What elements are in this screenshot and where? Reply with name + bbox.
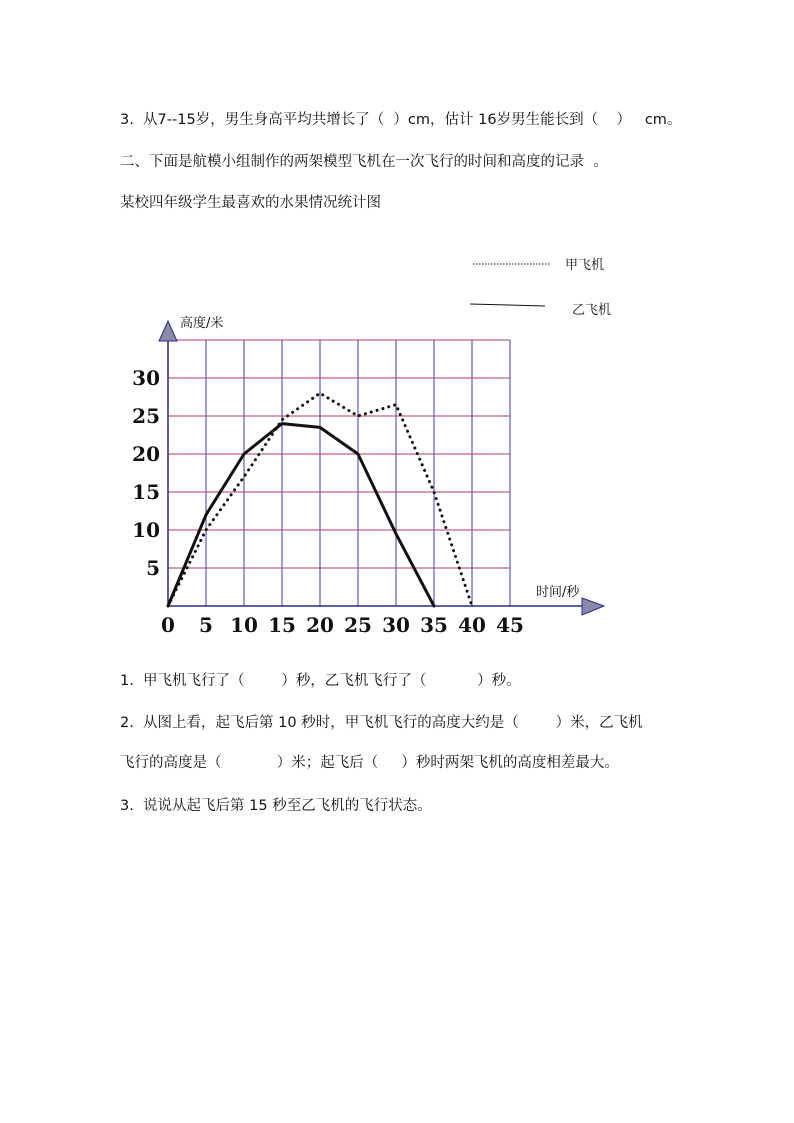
data-point-yi <box>433 605 434 606</box>
data-point-jia <box>319 393 320 394</box>
x-tick-label: 20 <box>306 613 334 637</box>
x-tick-label: 5 <box>199 613 213 637</box>
data-point-yi <box>281 423 282 424</box>
flight-line-chart <box>0 230 794 650</box>
data-point-jia <box>471 605 472 606</box>
data-point-jia <box>357 415 358 416</box>
question-2-continued: 飞行的高度是（ ）米；起飞后（ ）秒时两架飞机的高度相差最大。 <box>120 755 619 771</box>
question-2-height-at-10s: 2. 从图上看，起飞后第 10 秒时，甲飞机飞行的高度大约是（ ）米，乙飞机 <box>120 715 643 731</box>
chart-tick-labels <box>132 366 524 637</box>
y-axis-label: 高度/米 <box>180 316 224 331</box>
data-point-jia <box>433 491 434 492</box>
y-tick-label: 15 <box>132 480 160 504</box>
x-tick-label: 30 <box>382 613 410 637</box>
x-axis-arrow-icon <box>582 598 604 615</box>
data-point-yi <box>395 533 396 534</box>
x-tick-label: 40 <box>458 613 486 637</box>
y-tick-label: 25 <box>132 404 160 428</box>
x-tick-label: 10 <box>230 613 258 637</box>
legend-label-jia: 甲飞机 <box>565 258 605 273</box>
section-2-heading: 二、下面是航模小组制作的两架模型飞机在一次飞行的时间和高度的记录 。 <box>120 154 608 170</box>
y-axis-arrow-icon <box>159 321 177 341</box>
legend-swatch-yi <box>470 304 545 306</box>
y-tick-label: 30 <box>132 366 160 390</box>
data-point-jia <box>205 529 206 530</box>
x-axis-label: 时间/秒 <box>536 585 580 600</box>
data-point-yi <box>205 514 206 515</box>
data-point-jia <box>395 404 396 405</box>
y-tick-label: 5 <box>146 556 160 580</box>
question-3-height-growth: 3. 从7--15岁，男生身高平均共增长了（ ）cm，估计 16岁男生能长到（ ） cm。 <box>120 112 682 128</box>
series-line-yi <box>168 424 434 606</box>
chart-axes <box>159 315 604 615</box>
y-tick-label: 20 <box>132 442 160 466</box>
data-point-yi <box>243 453 244 454</box>
x-tick-label: 45 <box>496 613 524 637</box>
data-point-yi <box>357 453 358 454</box>
data-point-yi <box>319 427 320 428</box>
legend-label-yi: 乙飞机 <box>572 303 612 318</box>
chart-caption: 某校四年级学生最喜欢的水果情况统计图 <box>120 195 381 211</box>
x-tick-label: 15 <box>268 613 296 637</box>
chart-grid <box>168 340 510 606</box>
question-1-flight-duration: 1. 甲飞机飞行了（ ）秒，乙飞机飞行了（ ）秒。 <box>120 673 521 689</box>
data-point-jia <box>243 476 244 477</box>
x-tick-label: 0 <box>161 613 175 637</box>
x-tick-label: 25 <box>344 613 372 637</box>
chart-legend <box>470 257 611 318</box>
y-tick-label: 10 <box>132 518 160 542</box>
question-3-flight-state: 3. 说说从起飞后第 15 秒至乙飞机的飞行状态。 <box>120 798 432 814</box>
data-point-yi <box>167 605 168 606</box>
x-tick-label: 35 <box>420 613 448 637</box>
data-point-jia <box>281 419 282 420</box>
